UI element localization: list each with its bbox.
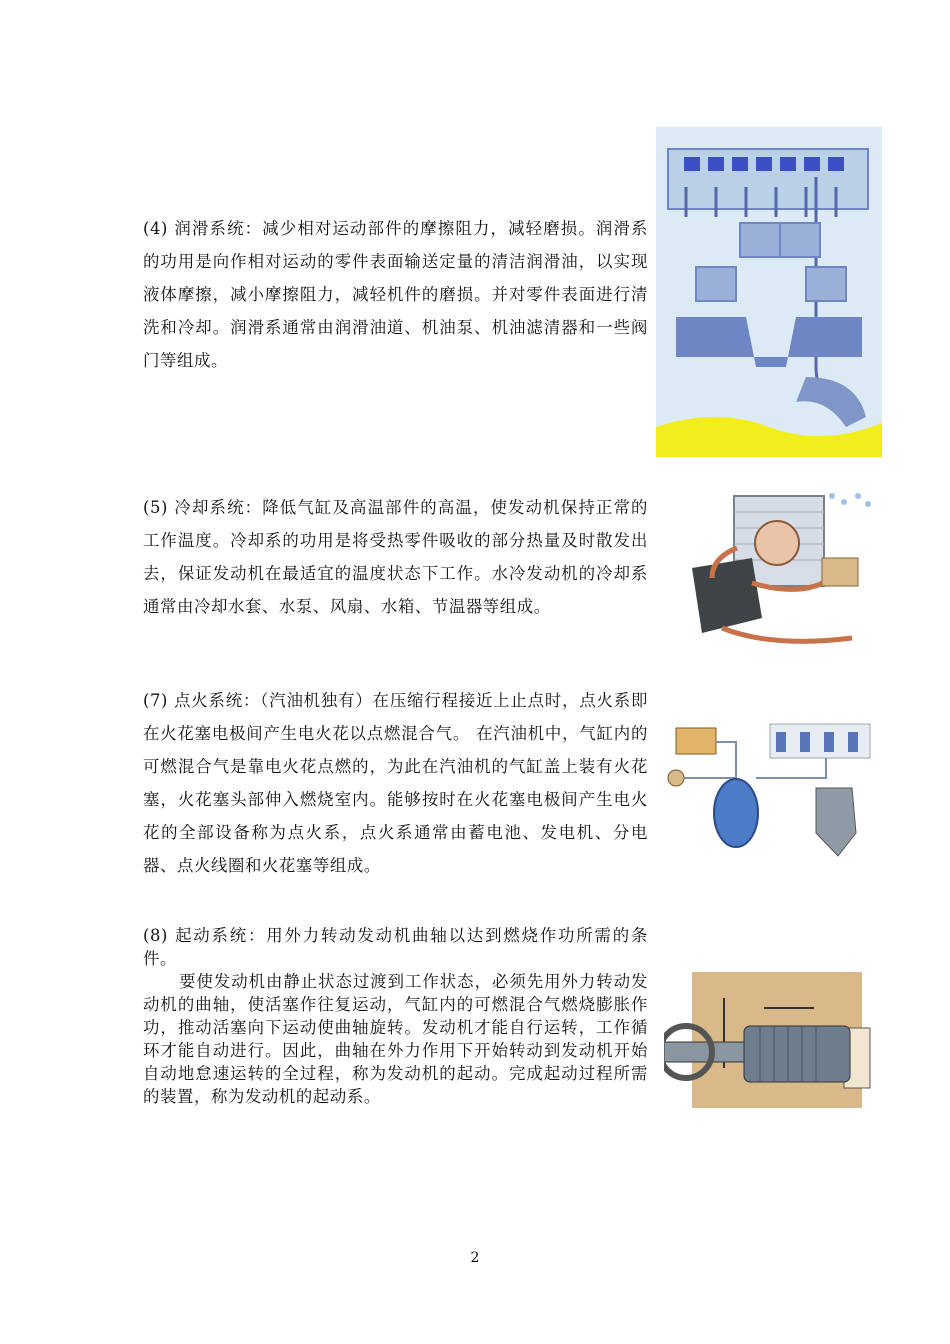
lubrication-paragraph [143,212,648,377]
starting-body: 要使发动机由静止状态过渡到工作状态，必须先用外力转动发动机的曲轴，使活塞作往复运动，气缸内的可燃混合气燃烧膨胀作功，推动活塞向下运动使曲轴旋转。发动机才能自行运转，工作循环才能自动进行。因此，曲轴在外力作用下开始转动到发动机开始自动地怠速运转的全过程，称为发动机的起动。完成起动过程所需的装置，称为发动机的起动系。 [143,972,648,1106]
lubrication-system-figure [656,127,882,457]
starting-system-figure [664,968,884,1113]
page-number: 2 [470,1250,480,1266]
ignition-paragraph [143,684,648,882]
lubrication-text: (4) 润滑系统：减少相对运动部件的摩擦阻力，减轻磨损。润滑系的功用是向作相对运动的零件表面输送定量的清洁润滑油，以实现液体摩擦，减小摩擦阻力，减轻机件的磨损。并对零件表面进行清洗和冷却。润滑系通常由润滑油道、机油泵、机油滤清器和一些阀门等组成。 [143,219,648,370]
ignition-system-figure [666,718,882,858]
cooling-system-figure [682,488,882,658]
cooling-text: (5) 冷却系统：降低气缸及高温部件的高温，使发动机保持正常的工作温度。冷却系的功用是将受热零件吸收的部分热量及时散发出去，保证发动机在最适宜的温度状态下工作。水冷发动机的冷却系通常由冷却水套、水泵、风扇、水箱、节温器等组成。 [143,498,648,616]
ignition-text: (7) 点火系统：（汽油机独有）在压缩行程接近上止点时，点火系即在火花塞电极间产生电火花以点燃混合气。 在汽油机中，气缸内的可燃混合气是靠电火花点燃的，为此在汽油机的气缸盖上装有火花塞，火花塞头部伸入燃烧室内。能够按时在火花塞电极间产生电火花的全部设备称为点火系，点火系通常由蓄电池、发电机、分电器、点火线圈和火花塞等组成。 [143,691,648,875]
starting-paragraph [143,924,648,1108]
starting-heading: (8) 起动系统：用外力转动发动机曲轴以达到燃烧作功所需的条件。 [143,926,648,968]
cooling-paragraph [143,491,648,623]
